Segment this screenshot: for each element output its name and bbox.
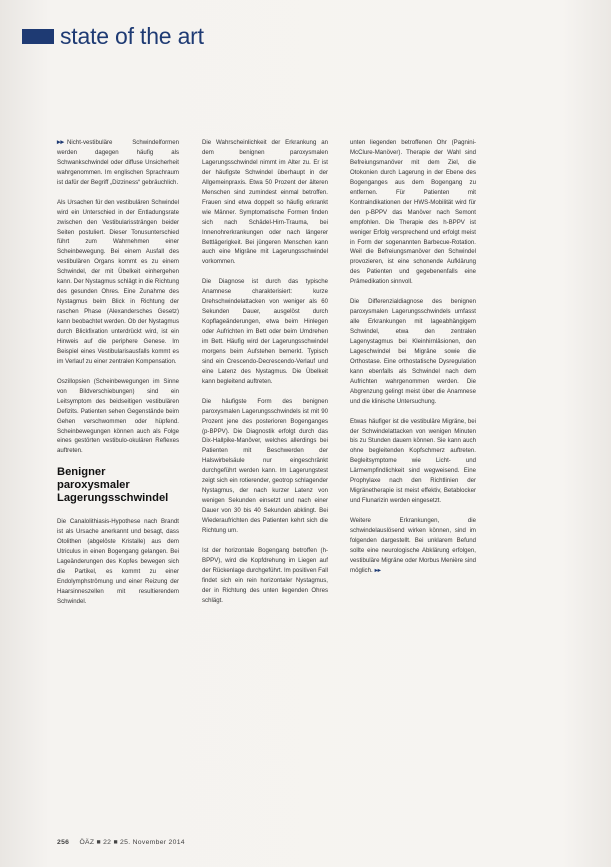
paragraph: Weitere Erkrankungen, die schwindelauslösend wirken können, sind im folgenden dargestellt. Bei unklarem Befund sollte eine neurologische Abklärung erfolgen, vestibuläre Migräne oder Morbus Menière sind möglich. ▸▸ — [350, 517, 476, 574]
paragraph: Ist der horizontale Bogengang betroffen (h-BPPV), wird die Kopfdrehung im Liegen auf der Rückenlage durchgeführt. Im positiven Fall findet sich ein rein horizontaler Nystagmus, der in Richtung des unten liegenden Ohres schlägt. — [202, 546, 329, 604]
paragraph: Die Wahrscheinlichkeit der Erkrankung an dem benignen paroxysmalen Lagerungsschwindel nimmt im Alter zu. Er ist der häufigste Schwindel überhaupt in der Allgemeinpraxis. Etwa 50 Prozent der älteren Menschen sind zumindest einmal betroffen. Frauen sind etwa doppelt so häufig erkrankt wie Männer. Symptomatische Formen finden sich nach Schädel-Hirn-Trauma, bei Innenohrerkrankungen oder nach längerer Bettlägerigkeit. Bei jüngeren Menschen kann auch eine Migräne mit Lagerungsschwindel vorkommen. — [202, 139, 328, 266]
paragraph: Etwas häufiger ist die vestibuläre Migräne, bei der Schwindelattacken von wenigen Minuten bis zu Stunden dauern können. Sie kann auch ohne begleitenden Kopfschmerz auftreten. Begleitsymptome wie Licht- und Lärmempfindlichkeit sind wegweisend. Eine Prophylaxe nach den Richtlinien der Migränetherapie ist meist effektiv, Betablocker und Flunarizin werden eingesetzt. — [350, 417, 476, 505]
text-column-3 — [350, 138, 476, 586]
paragraph: Die Diagnose ist durch das typische Anamnese charakterisiert: kurze Drehschwindelattacken von weniger als 60 Sekunden Dauer, ausgelöst durch Kopflageänderungen, etwa beim Hinlegen oder Aufrichten im Bett oder beim Umdrehen im Bett. Häufig wird der Lagerungsschwindel morgens beim Aufstehen bemerkt. Typisch sind ein Crescendo-Decrescendo-Verlauf und eine Latenz des Nystagmus. Die Übelkeit kann begleitend auftreten. — [202, 278, 328, 385]
paragraph: Als Ursachen für den vestibulären Schwindel wird ein Unterschied in der Entladungsrate zwischen den Vestibularissträngen beider Seiten postuliert. Dieser Tonusunterschied führt zum Wahrnehmen einer Scheinbewegung. Bei einem Ausfall des vestibulären Organs kommt es zu einem Schwindel, der mit Übelkeit einhergehen kann. Der Nystagmus schlägt in die Richtung des gesunden Ohres. Eine Zunahme des Nystagmus beim Blick in Richtung der raschen Phase (Alexandersches Gesetz) kann beobachtet werden. Ob der Nystagmus durch Blickfixation unterdrückt wird, ist ein Hinweis auf die periphere Genese. Im Beispiel eines Vestibularisausfalls kommt es im Verlauf zu einer zentralen Kompensation. — [57, 198, 179, 365]
paragraph: Die Differenzialdiagnose des benignen paroxysmalen Lagerungsschwindels umfasst alle Erkrankungen mit lageabhängigem Schwindel, etwa den zentralen Lagenystagmus bei Kleinhirnläsionen, den Lageschwindel bei Migräne sowie die Orthostase. Eine orthostatische Dysregulation kann ebenfalls als Schwindel nach dem Aufrichten wahrgenommen werden. Die Abgrenzung gelingt meist über die Anamnese und die klinische Untersuchung. — [350, 298, 476, 405]
paragraph: Oszillopsien (Scheinbewegungen im Sinne von Bildverschiebungen) sind ein Leitsymptom des beidseitigen vestibulären Defizits. Patienten sehen Gegenstände beim Gehen verschwommen oder hüpfend. Scheinbewegungen können auch als Folge eines gestörten vestibulo-okulären Reflexes auftreten. — [57, 377, 179, 455]
issue-line: ÖÄZ ■ 22 ■ 25. November 2014 — [79, 839, 185, 846]
subheading: Benigner paroxysmaler Lagerungsschwindel — [57, 466, 169, 505]
text-column-2 — [202, 138, 328, 616]
section-title: state of the art — [60, 23, 204, 49]
paragraph: Die Canalolithiasis-Hypothese nach Brandt ist als Ursache anerkannt und besagt, dass Otolithen (abgelöste Kristalle) aus dem Utriculus in einen Bogengang gelangen. Bei Lageänderungen des Kopfes bewegen sich die Partikel, es kommt zu einer Endolymphströmung und einer Reizung der Haarsinneszellen mit resultierendem Schwindel. — [57, 518, 179, 605]
page-number: 256 — [57, 839, 70, 846]
continued-arrows-icon: ▸▸ — [374, 566, 381, 574]
section-color-bar — [22, 29, 54, 44]
paragraph: Die häufigste Form des benignen paroxysmalen Lagerungsschwindels ist mit 90 Prozent jene des posterioren Bogenganges (p-BPPV). Die Diagnostik erfolgt durch das Dix-Hallpike-Manöver, welches allerdings bei Patienten mit Beschwerden der Halswirbelsäule nur eingeschränkt durchgeführt werden kann. Im Lagerungstest zeigt sich ein rotierender, geotrop schlagender Nystagmus, der nach kurzer Latenz von wenigen Sekunden einsetzt und nach einer Dauer von 30 bis 40 Sekunden abklingt. Bei Wiederaufrichten des Patienten kehrt sich die Richtung um. — [202, 397, 328, 535]
page-footer — [57, 839, 185, 846]
text-column-1 — [57, 138, 179, 617]
section-start-arrows-icon: ▸▸ — [57, 139, 65, 146]
paragraph: unten liegenden betroffenen Ohr (Pagnini-McClure-Manöver). Therapie der Wahl sind Befreiungsmanöver mit dem Ziel, die Otokonien durch Lagerung in der Ebene des Bogenganges aus dem Bogengang zu entfernen. Für Patienten mit Kontraindikationen der HWS-Mobilität wird für den p-BPPV das Manöver nach Semont empfohlen. Die Therapie des h-BPPV ist weniger Erfolg versprechend und erfolgt meist in Form der sogenannten Barbecue-Rotation. Weil die Befreiungsmanöver den Schwindel provozieren, ist eine schonende Aufklärung des Patienten und gegebenenfalls eine Prämedikation sinnvoll. — [350, 139, 476, 286]
paragraph: ▸▸ Nicht-vestibuläre Schwindelformen werden dagegen häufig als Schwankschwindel oder diffuse Unsicherheit wahrgenommen. Im englischen Sprachraum ist dafür der Begriff „Dizziness“ gebräuchlich. — [57, 139, 179, 186]
